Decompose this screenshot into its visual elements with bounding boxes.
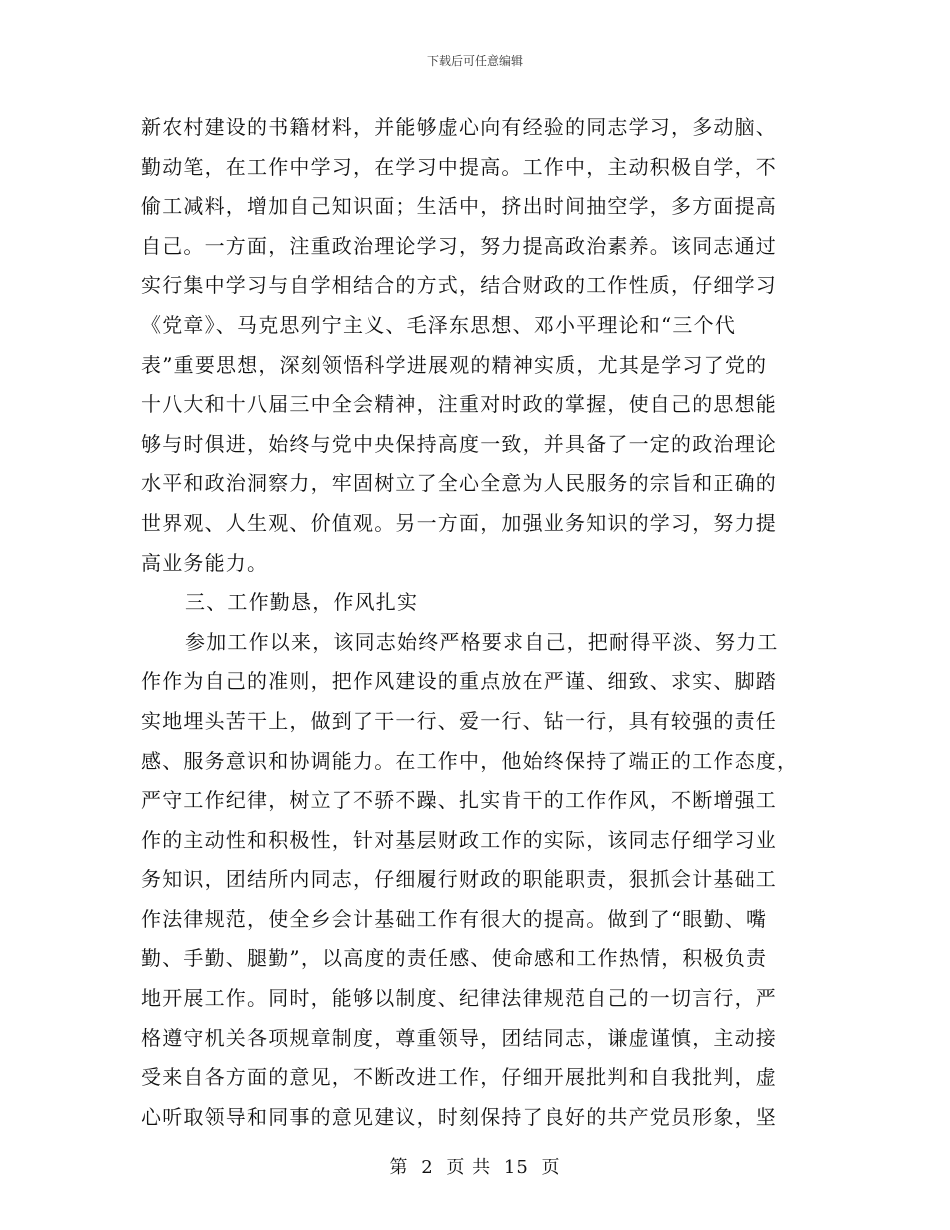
text-line: 参加工作以来，该同志始终严格要求自己，把耐得平淡、努力工 — [185, 629, 779, 654]
footer-total-pages: 15 — [503, 1157, 529, 1178]
footer-suffix: 页 — [541, 1157, 561, 1178]
text-line: 心听取领导和同事的意见建议，时刻保持了良好的共产党员形象，坚 — [141, 1104, 777, 1129]
footer-prefix: 第 — [389, 1157, 409, 1178]
text-line: 表”重要思想，深刻领悟科学进展观的精神实质，尤其是学习了党的 — [141, 352, 768, 377]
text-line: 作作为自己的准则，把作风建设的重点放在严谨、细致、求实、脚踏 — [141, 669, 777, 694]
text-line: 三、工作勤恳，作风扎实 — [185, 590, 419, 615]
footer-middle: 页 共 — [446, 1157, 492, 1178]
text-line: 严守工作纪律，树立了不骄不躁、扎实肯干的工作作风，不断增强工 — [141, 788, 777, 813]
text-line: 世界观、人生观、价值观。另一方面，加强业务知识的学习，努力提 — [141, 510, 777, 535]
text-line: 高业务能力。 — [141, 550, 269, 575]
body-text — [141, 108, 801, 1137]
text-line: 感、服务意识和协调能力。在工作中，他始终保持了端正的工作态度， — [141, 748, 799, 773]
text-line: 水平和政治洞察力，牢固树立了全心全意为人民服务的宗旨和正确的 — [141, 471, 777, 496]
text-line: 格遵守机关各项规章制度，尊重领导，团结同志，谦虚谨慎，主动接 — [141, 1025, 777, 1050]
text-line: 务知识，团结所内同志，仔细履行财政的职能职责，狠抓会计基础工 — [141, 867, 777, 892]
text-line: 作的主动性和积极性，针对基层财政工作的实际，该同志仔细学习业 — [141, 827, 777, 852]
header-note: 下载后可任意编辑 — [426, 54, 523, 68]
text-line: 实地埋头苦干上，做到了干一行、爱一行、钻一行，具有较强的责任 — [141, 708, 777, 733]
text-line: 作法律规范，使全乡会计基础工作有很大的提高。做到了“眼勤、嘴 — [141, 906, 768, 931]
text-line: 地开展工作。同时，能够以制度、纪律法律规范自己的一切言行，严 — [141, 986, 777, 1011]
text-line: 实行集中学习与自学相结合的方式，结合财政的工作性质，仔细学习 — [141, 273, 777, 298]
text-line: 受来自各方面的意见，不断改进工作，仔细开展批判和自我批判，虚 — [141, 1065, 777, 1090]
footer-current-page: 2 — [421, 1157, 434, 1178]
text-line: 勤动笔，在工作中学习，在学习中提高。工作中，主动积极自学，不 — [141, 154, 777, 179]
text-line: 偷工减料，增加自己知识面；生活中，挤出时间抽空学，多方面提高 — [141, 194, 777, 219]
text-line: 勤、手勤、腿勤”，以高度的责任感、使命感和工作热情，积极负责 — [141, 946, 768, 971]
text-line: 《党章》、马克思列宁主义、毛泽东思想、邓小平理论和“三个代 — [141, 312, 737, 337]
text-line: 自己。一方面，注重政治理论学习，努力提高政治素养。该同志通过 — [141, 233, 777, 258]
page-footer — [0, 1153, 950, 1179]
text-line: 够与时俱进，始终与党中央保持高度一致，并具备了一定的政治理论 — [141, 431, 777, 456]
text-line: 十八大和十八届三中全会精神，注重对时政的掌握，使自己的思想能 — [141, 392, 777, 417]
text-line: 新农村建设的书籍材料，并能够虚心向有经验的同志学习，多动脑、 — [141, 115, 777, 139]
